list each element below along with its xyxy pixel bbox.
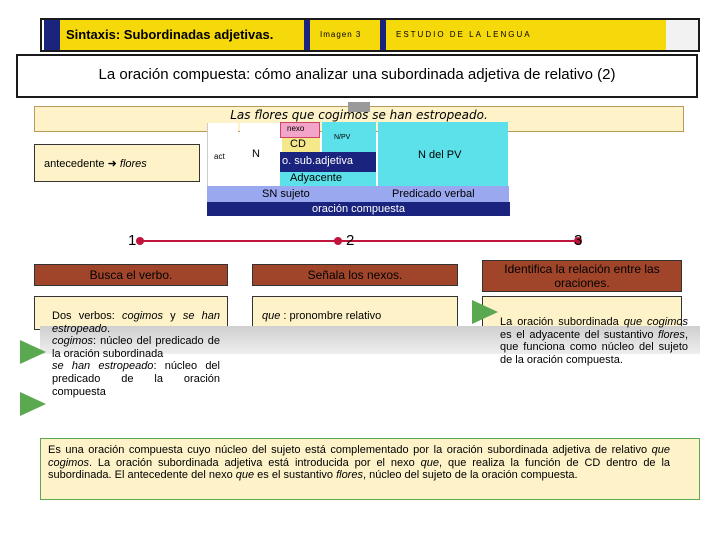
green-arrow-icon: [20, 392, 46, 416]
step-2-title: Señala los nexos.: [307, 268, 403, 282]
analysis-label-adyacente: Adyacente: [290, 172, 342, 184]
header-separator: [380, 20, 386, 50]
arrow-right-icon: ➜: [107, 158, 117, 170]
header-separator: [304, 20, 310, 50]
analysis-label-ndelpv: N del PV: [418, 149, 462, 161]
antecedente-label: antecedente ➜ flores: [44, 158, 147, 170]
step-text-line: cogimos: núcleo del predicado de la oración subordinada: [52, 335, 220, 360]
step-dot: [136, 237, 144, 245]
example-sentence: Las flores que cogimos se han estropeado.: [230, 108, 488, 122]
step-number: 3: [574, 232, 583, 249]
main-title: La oración compuesta: cómo analizar una subordinada adjetiva de relativo (2): [98, 66, 616, 83]
step-text-line: que : pronombre relativo: [262, 310, 382, 322]
steps-connector: [140, 240, 580, 242]
conclusion-text: Es una oración compuesta cuyo núcleo del sujeto está complementado por la oración subordinada adjetiva de relativo que cogimos. La oración subordinada adjetiva está introducida por el nexo que, que realiza la función de CD dentro de la subordinada. El antecedente del nexo que es el sustantivo flores, núcleo del sujeto de la oración compuesta.: [48, 444, 671, 481]
analysis-label-nexo: nexo: [287, 124, 305, 133]
step-text-line: Dos verbos: cogimos y se han estropeado.: [52, 310, 220, 335]
step-1-title: Busca el verbo.: [89, 268, 173, 282]
step-text-line: se han estropeado: núcleo del predicado de la oración compuesta: [52, 360, 220, 398]
header-section-label: ESTUDIO DE LA LENGUA: [396, 30, 532, 39]
step-3-text: [500, 316, 688, 366]
step-dot: [334, 237, 342, 245]
green-arrow-icon: [472, 300, 498, 324]
header-imagen-label: Imagen 3: [320, 30, 362, 39]
step-number: 2: [346, 232, 355, 249]
analysis-label-cd: CD: [290, 138, 306, 150]
step-1-text: [52, 310, 220, 398]
header-title: Sintaxis: Subordinadas adjetivas.: [66, 27, 274, 42]
analysis-label-sn: SN sujeto: [262, 188, 310, 200]
header-navy-block: [44, 20, 60, 50]
analysis-label-act: act: [214, 152, 225, 161]
analysis-label-osub: o. sub.adjetiva: [282, 155, 353, 167]
analysis-label-pv: Predicado verbal: [392, 188, 475, 200]
step-text-line: La oración subordinada que cogimos es el adyacente del sustantivo flores, que funciona como núcleo del sujeto de la oración compuesta.: [500, 316, 689, 366]
analysis-label-npv: N/PV: [334, 134, 351, 141]
header-right-block: [666, 20, 698, 50]
analysis-label-oracion: oración compuesta: [312, 203, 405, 215]
green-arrow-icon: [20, 340, 46, 364]
step-3-title: Identifica la relación entre las oraciones.: [504, 262, 660, 290]
step-number: 1: [128, 232, 137, 249]
analysis-label-N: N: [252, 148, 260, 160]
step-2-text: [262, 310, 381, 322]
analysis-cell-N: [240, 123, 280, 188]
